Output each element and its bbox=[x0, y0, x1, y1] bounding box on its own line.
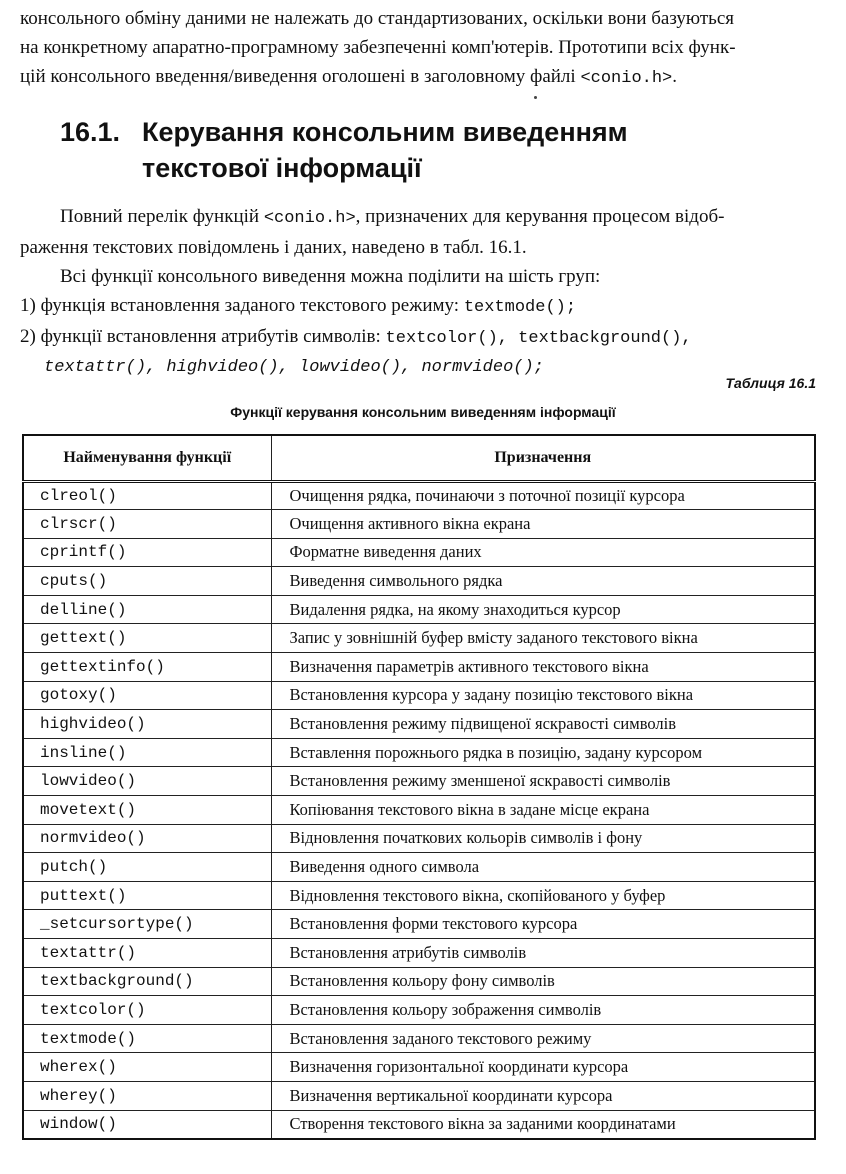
table-row bbox=[23, 881, 815, 910]
list-item-code: textmode(); bbox=[463, 298, 577, 317]
list-item-text: 1) функція встановлення заданого текстового режиму: bbox=[20, 295, 464, 316]
column-header-purpose: Призначення bbox=[271, 435, 815, 481]
section-title-line1: Керування консольним виведенням bbox=[142, 117, 628, 147]
function-name-cell: cputs() bbox=[23, 567, 271, 596]
function-purpose-cell: Встановлення режиму підвищеної яскравості символів bbox=[271, 710, 815, 739]
section-title-line2: текстової інформації bbox=[142, 153, 422, 183]
function-name-cell: textmode() bbox=[23, 1024, 271, 1053]
intro-line bbox=[20, 62, 816, 93]
list-item-2 bbox=[20, 322, 816, 353]
function-name-cell: delline() bbox=[23, 595, 271, 624]
function-name-cell: wherex() bbox=[23, 1053, 271, 1082]
table-row bbox=[23, 1024, 815, 1053]
body-text-run: Повний перелік функцій bbox=[60, 206, 264, 227]
function-purpose-cell: Встановлення режиму зменшеної яскравості символів bbox=[271, 767, 815, 796]
body-line: Всі функції консольного виведення можна поділити на шість груп: bbox=[60, 266, 601, 287]
table-row bbox=[23, 481, 815, 510]
function-purpose-cell: Встановлення кольору зображення символів bbox=[271, 996, 815, 1025]
function-purpose-cell: Визначення параметрів активного текстового вікна bbox=[271, 653, 815, 682]
function-name-cell: highvideo() bbox=[23, 710, 271, 739]
body-text bbox=[20, 202, 816, 382]
table-label: Таблиця 16.1 bbox=[725, 375, 816, 391]
header-filename: <conio.h> bbox=[263, 209, 356, 228]
body-line: раження текстових повідомлень і даних, наведено в табл. 16.1. bbox=[20, 237, 527, 258]
scan-speck bbox=[534, 96, 537, 99]
table-row bbox=[23, 567, 815, 596]
function-name-cell: gettextinfo() bbox=[23, 653, 271, 682]
table-row bbox=[23, 767, 815, 796]
function-purpose-cell: Визначення вертикальної координати курсора bbox=[271, 1081, 815, 1110]
function-purpose-cell: Визначення горизонтальної координати курсора bbox=[271, 1053, 815, 1082]
function-name-cell: window() bbox=[23, 1110, 271, 1139]
table-row bbox=[23, 1110, 815, 1139]
function-name-cell: clrscr() bbox=[23, 510, 271, 539]
table-row bbox=[23, 967, 815, 996]
function-purpose-cell: Встановлення кольору фону символів bbox=[271, 967, 815, 996]
list-item-1 bbox=[20, 291, 816, 322]
function-purpose-cell: Встановлення атрибутів символів bbox=[271, 939, 815, 968]
section-heading bbox=[60, 114, 760, 186]
function-name-cell: gettext() bbox=[23, 624, 271, 653]
list-item-code: textcolor(), textbackground(), bbox=[385, 329, 692, 348]
table-row bbox=[23, 738, 815, 767]
table-row bbox=[23, 910, 815, 939]
function-purpose-cell: Форматне виведення даних bbox=[271, 538, 815, 567]
function-name-cell: _setcursortype() bbox=[23, 910, 271, 939]
table-row bbox=[23, 595, 815, 624]
function-purpose-cell: Очищення рядка, починаючи з поточної позиції курсора bbox=[271, 481, 815, 510]
table-title: Функції керування консольним виведенням інформації bbox=[230, 404, 616, 420]
table-row bbox=[23, 624, 815, 653]
function-purpose-cell: Виведення одного символа bbox=[271, 853, 815, 882]
functions-table bbox=[22, 434, 816, 1140]
function-purpose-cell: Запис у зовнішній буфер вмісту заданого текстового вікна bbox=[271, 624, 815, 653]
function-name-cell: cprintf() bbox=[23, 538, 271, 567]
function-name-cell: lowvideo() bbox=[23, 767, 271, 796]
table-row bbox=[23, 996, 815, 1025]
intro-paragraph bbox=[20, 4, 816, 93]
table-row bbox=[23, 853, 815, 882]
intro-end: . bbox=[672, 66, 678, 87]
intro-text: цій консольного введення/виведення оголошені в заголовному файлі bbox=[20, 66, 581, 87]
function-name-cell: textbackground() bbox=[23, 967, 271, 996]
function-name-cell: puttext() bbox=[23, 881, 271, 910]
function-purpose-cell: Створення текстового вікна за заданими координатами bbox=[271, 1110, 815, 1139]
function-purpose-cell: Вставлення порожнього рядка в позицію, задану курсором bbox=[271, 738, 815, 767]
function-purpose-cell: Очищення активного вікна екрана bbox=[271, 510, 815, 539]
function-name-cell: insline() bbox=[23, 738, 271, 767]
function-purpose-cell: Встановлення курсора у задану позицію текстового вікна bbox=[271, 681, 815, 710]
column-header-function-name: Найменування функції bbox=[23, 435, 271, 481]
table-body bbox=[23, 481, 815, 1139]
function-purpose-cell: Відновлення текстового вікна, скопійованого у буфер bbox=[271, 881, 815, 910]
list-item-code: textattr(), highvideo(), lowvideo(), normvideo(); bbox=[44, 358, 544, 377]
function-name-cell: movetext() bbox=[23, 796, 271, 825]
intro-line: на конкретному апаратно-програмному забезпеченні комп'ютерів. Прототипи всіх функ- bbox=[20, 37, 736, 58]
section-number: 16.1. bbox=[60, 117, 121, 147]
table-row bbox=[23, 681, 815, 710]
body-line bbox=[20, 202, 816, 233]
table-row bbox=[23, 653, 815, 682]
function-name-cell: textattr() bbox=[23, 939, 271, 968]
table-row bbox=[23, 796, 815, 825]
table-row bbox=[23, 1053, 815, 1082]
table-row bbox=[23, 824, 815, 853]
function-purpose-cell: Видалення рядка, на якому знаходиться курсор bbox=[271, 595, 815, 624]
header-filename: <conio.h> bbox=[580, 69, 673, 88]
function-name-cell: gotoxy() bbox=[23, 681, 271, 710]
function-purpose-cell: Відновлення початкових кольорів символів і фону bbox=[271, 824, 815, 853]
table-row bbox=[23, 538, 815, 567]
function-name-cell: putch() bbox=[23, 853, 271, 882]
function-name-cell: textcolor() bbox=[23, 996, 271, 1025]
list-item-text: 2) функції встановлення атрибутів символів: bbox=[20, 326, 386, 347]
table-row bbox=[23, 1081, 815, 1110]
function-purpose-cell: Виведення символьного рядка bbox=[271, 567, 815, 596]
function-purpose-cell: Встановлення форми текстового курсора bbox=[271, 910, 815, 939]
table-row bbox=[23, 510, 815, 539]
table-row bbox=[23, 710, 815, 739]
table-header-row bbox=[23, 435, 815, 481]
function-name-cell: normvideo() bbox=[23, 824, 271, 853]
function-purpose-cell: Копіювання текстового вікна в задане місце екрана bbox=[271, 796, 815, 825]
body-text-run: , призначених для керування процесом відоб- bbox=[355, 206, 725, 227]
intro-line: консольного обміну даними не належать до стандартизованих, оскільки вони базуються bbox=[20, 8, 735, 29]
table-row bbox=[23, 939, 815, 968]
function-name-cell: wherey() bbox=[23, 1081, 271, 1110]
function-purpose-cell: Встановлення заданого текстового режиму bbox=[271, 1024, 815, 1053]
function-name-cell: clreol() bbox=[23, 481, 271, 510]
